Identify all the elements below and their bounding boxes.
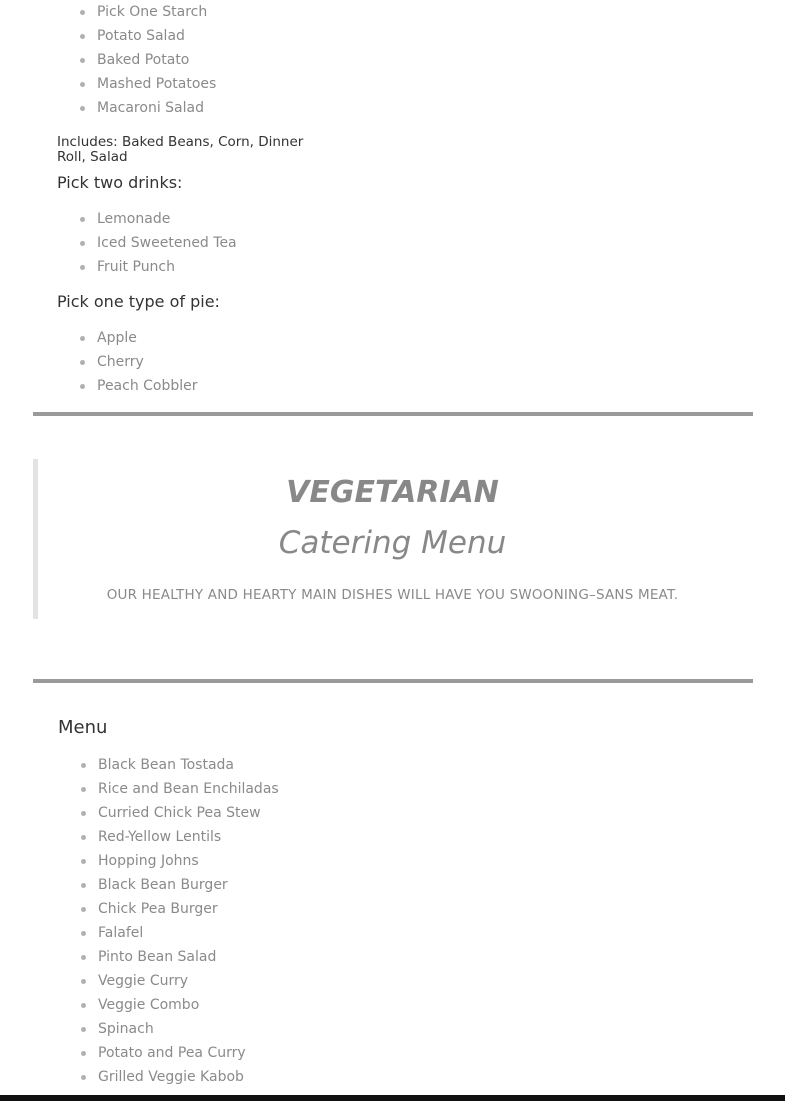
list-item: Black Bean Burger — [98, 873, 279, 897]
menu-list — [98, 753, 279, 1089]
list-item: Potato Salad — [97, 24, 216, 48]
bottom-bar — [0, 1095, 785, 1101]
list-item: Apple — [97, 326, 198, 350]
list-item: Pick One Starch — [97, 0, 216, 24]
list-item: Red-Yellow Lentils — [98, 825, 279, 849]
drinks-list — [97, 207, 237, 279]
list-item: Hopping Johns — [98, 849, 279, 873]
drinks-heading: Pick two drinks: — [57, 173, 183, 192]
pie-heading: Pick one type of pie: — [57, 292, 220, 311]
list-item: Baked Potato — [97, 48, 216, 72]
list-item: Cherry — [97, 350, 198, 374]
list-item: Veggie Curry — [98, 969, 279, 993]
vegetarian-tagline: OUR HEALTHY AND HEARTY MAIN DISHES WILL HAVE YOU SWOONING–SANS MEAT. — [106, 587, 679, 603]
starch-list — [97, 0, 216, 120]
list-item: Falafel — [98, 921, 279, 945]
list-item: Macaroni Salad — [97, 96, 216, 120]
list-item: Iced Sweetened Tea — [97, 231, 237, 255]
list-item: Black Bean Tostada — [98, 753, 279, 777]
list-item: Fruit Punch — [97, 255, 237, 279]
section-divider — [33, 412, 753, 416]
list-item: Veggie Combo — [98, 993, 279, 1017]
list-item: Mashed Potatoes — [97, 72, 216, 96]
section-divider — [33, 679, 753, 683]
list-item: Peach Cobbler — [97, 374, 198, 398]
list-item: Pinto Bean Salad — [98, 945, 279, 969]
list-item: Spinach — [98, 1017, 279, 1041]
list-item: Potato and Pea Curry — [98, 1041, 279, 1065]
vegetarian-title: VEGETARIAN — [286, 475, 499, 510]
pie-list — [97, 326, 198, 398]
list-item: Curried Chick Pea Stew — [98, 801, 279, 825]
list-item: Grilled Veggie Kabob — [98, 1065, 279, 1089]
includes-text: Includes: Baked Beans, Corn, Dinner Roll, Salad — [57, 134, 304, 165]
list-item: Lemonade — [97, 207, 237, 231]
catering-menu-subtitle: Catering Menu — [278, 525, 507, 561]
menu-heading: Menu — [58, 717, 108, 738]
list-item: Chick Pea Burger — [98, 897, 279, 921]
list-item: Rice and Bean Enchiladas — [98, 777, 279, 801]
